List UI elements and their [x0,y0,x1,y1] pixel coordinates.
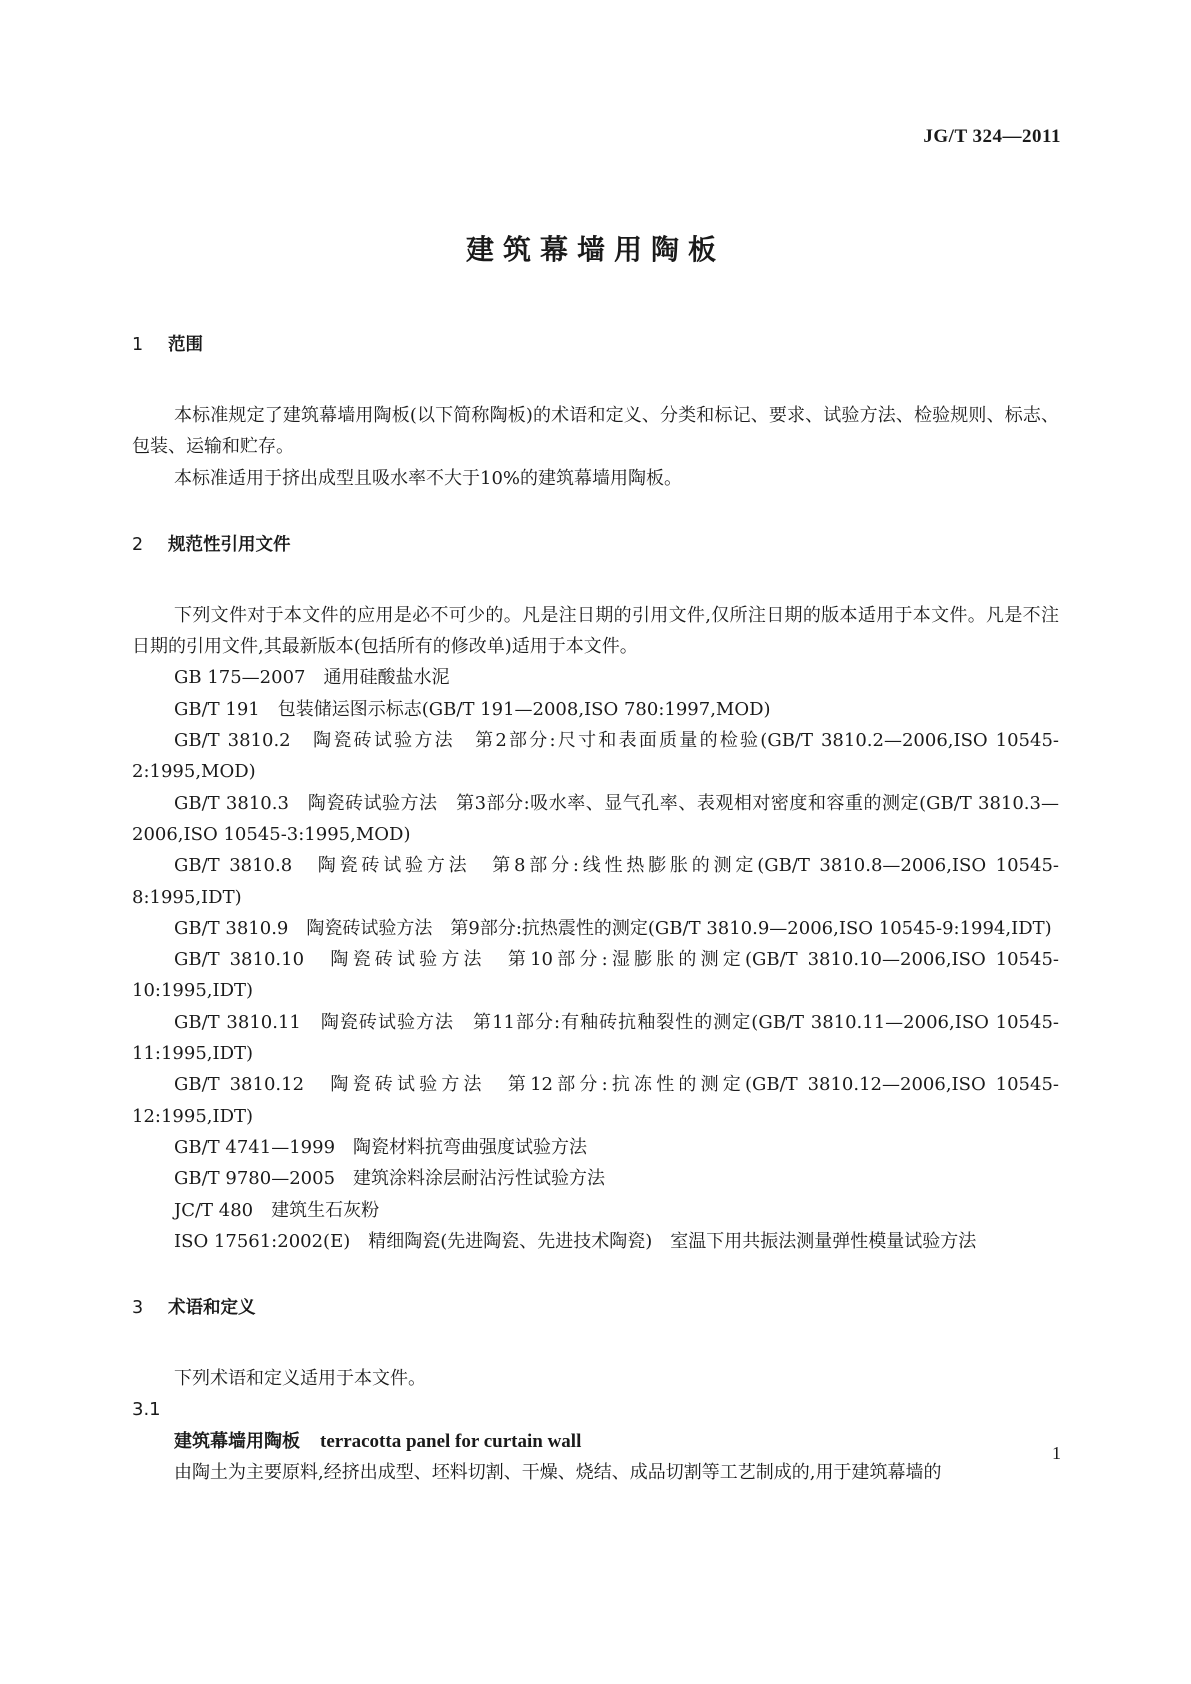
page-number: 1 [1052,1443,1061,1463]
section-title: 范围 [168,335,203,355]
standard-code: JG/T 324—2011 [923,126,1061,147]
term-title [132,1426,1059,1457]
section-heading-terms-definitions [132,1293,1059,1323]
reference-item: ISO 17561:2002(E) 精细陶瓷(先进陶瓷、先进技术陶瓷) 室温下用共振法测量弹性模量试验方法 [174,1230,977,1252]
document-body [132,330,1059,1488]
reference-item: GB/T 3810.10 陶瓷砖试验方法 第10部分:湿膨胀的测定(GB/T 3810.10—2006,ISO 10545-10:1995,IDT) [132,949,1059,1002]
term-name-zh: 建筑幕墙用陶板 [174,1430,300,1452]
section-heading-scope [132,330,1059,360]
reference-item: GB 175—2007 通用硅酸盐水泥 [174,667,450,689]
term-definition: 由陶土为主要原料,经挤出成型、坯料切割、干燥、烧结、成品切割等工艺制成的,用于建筑幕墙的 [174,1462,942,1484]
document-title: 建筑幕墙用陶板 [465,233,725,266]
reference-item: GB/T 3810.12 陶瓷砖试验方法 第12部分:抗冻性的测定(GB/T 3810.12—2006,ISO 10545-12:1995,IDT) [132,1074,1059,1127]
reference-item: JC/T 480 建筑生石灰粉 [174,1199,380,1221]
term-name-en: terracotta panel for curtain wall [320,1430,582,1452]
paragraph: 本标准适用于挤出成型且吸水率不大于10%的建筑幕墙用陶板。 [174,467,683,489]
section-title: 规范性引用文件 [168,534,291,555]
reference-item: GB/T 3810.3 陶瓷砖试验方法 第3部分:吸水率、显气孔率、表观相对密度和容重的测定(GB/T 3810.3—2006,ISO 10545-3:1995,MOD) [132,792,1059,845]
paragraph: 本标准规定了建筑幕墙用陶板(以下简称陶板)的术语和定义、分类和标记、要求、试验方法、检验规则、标志、包装、运输和贮存。 [132,405,1059,458]
paragraph: 下列文件对于本文件的应用是必不可少的。凡是注日期的引用文件,仅所注日期的版本适用于本文件。凡是不注日期的引用文件,其最新版本(包括所有的修改单)适用于本文件。 [132,604,1059,658]
reference-item: GB/T 191 包装储运图示标志(GB/T 191—2008,ISO 780:1997,MOD) [174,698,771,720]
section-heading-normative-references [132,530,1059,560]
reference-item: GB/T 3810.2 陶瓷砖试验方法 第2部分:尺寸和表面质量的检验(GB/T 3810.2—2006,ISO 10545-2:1995,MOD) [132,730,1059,783]
section-number: 2 [132,534,144,555]
term-number: 3.1 [132,1399,161,1421]
paragraph: 下列术语和定义适用于本文件。 [174,1368,426,1390]
reference-item: GB/T 3810.9 陶瓷砖试验方法 第9部分:抗热震性的测定(GB/T 3810.9—2006,ISO 10545-9:1994,IDT) [174,917,1052,939]
reference-item: GB/T 9780—2005 建筑涂料涂层耐沾污性试验方法 [174,1168,606,1190]
section-number: 3 [132,1298,144,1319]
reference-item: GB/T 3810.8 陶瓷砖试验方法 第8部分:线性热膨胀的测定(GB/T 3810.8—2006,ISO 10545-8:1995,IDT) [132,855,1059,908]
reference-item: GB/T 4741—1999 陶瓷材料抗弯曲强度试验方法 [174,1136,588,1158]
section-number: 1 [132,335,144,355]
reference-item: GB/T 3810.11 陶瓷砖试验方法 第11部分:有釉砖抗釉裂性的测定(GB/T 3810.11—2006,ISO 10545-11:1995,IDT) [132,1011,1059,1065]
section-title: 术语和定义 [168,1298,256,1319]
